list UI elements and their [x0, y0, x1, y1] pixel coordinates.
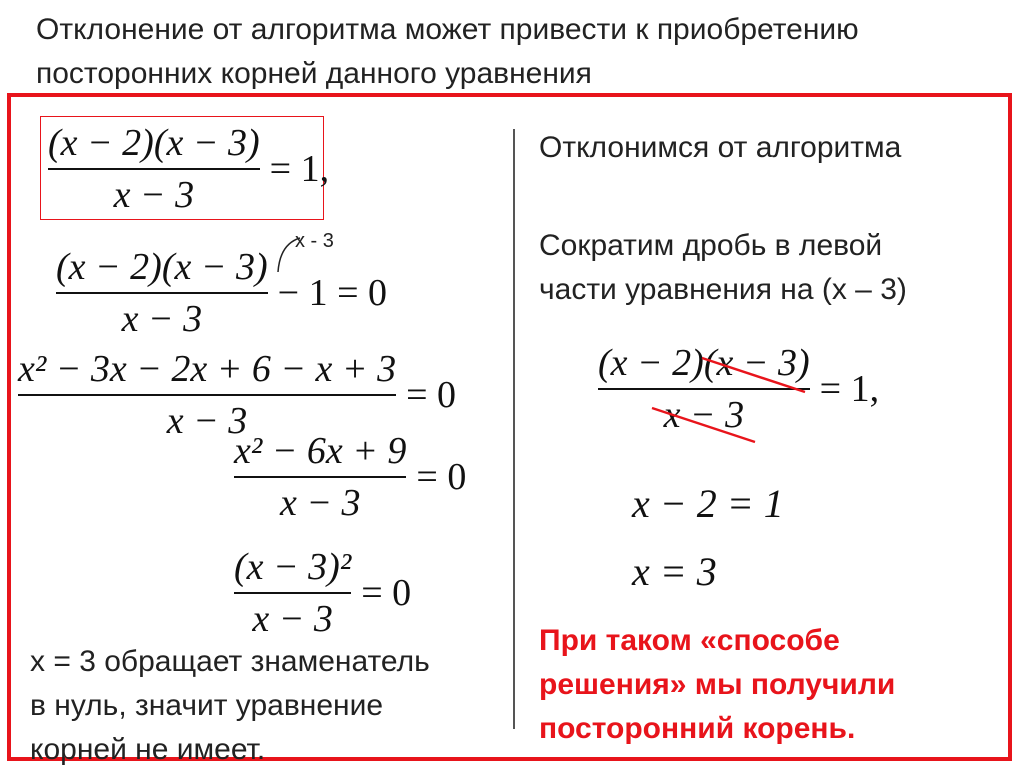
title-line-1: Отклонение от алгоритма может привести к приобретению [36, 13, 859, 46]
column-divider [513, 129, 515, 729]
result-line-3: посторонний корень. [539, 712, 856, 745]
result-line-1: При таком «способе [539, 624, 840, 657]
eq1-numerator: (x − 2)(x − 3) [48, 122, 260, 164]
result-line-2: решения» мы получили [539, 668, 896, 701]
conclusion-line-1: x = 3 обращает знаменатель [30, 645, 430, 678]
eq2-rhs: − 1 = 0 [277, 272, 388, 314]
result-text [539, 619, 999, 751]
equation-8: x = 3 [632, 549, 717, 594]
eq2-fraction-bar [56, 292, 268, 294]
eq6-numerator: (x − 2)(x − 3) [598, 342, 810, 384]
equation-2 [56, 248, 387, 338]
eq4-numerator: x² − 6x + 9 [234, 430, 407, 472]
annotation-label: x - 3 [295, 230, 334, 252]
left-conclusion [30, 640, 500, 772]
eq5-numerator: (x − 3)² [234, 546, 352, 588]
eq4-fraction-bar [234, 476, 406, 478]
slide-title [36, 8, 996, 96]
eq3-rhs: = 0 [406, 374, 457, 416]
cancel-strokes [640, 340, 820, 450]
eq3-denominator: x − 3 [166, 400, 248, 442]
right-instruction [539, 224, 999, 312]
instruction-line-2: части уравнения на (x – 3) [539, 273, 907, 306]
eq4-denominator: x − 3 [279, 482, 361, 524]
equation-5 [234, 548, 411, 638]
eq1-rhs: = 1, [269, 148, 330, 190]
conclusion-line-2: в нуль, значит уравнение [30, 689, 384, 722]
eq1-fraction-bar [48, 168, 260, 170]
eq4-rhs: = 0 [416, 456, 467, 498]
equation-1 [48, 124, 329, 214]
right-heading: Отклонимся от алгоритма [539, 131, 902, 164]
eq2-denominator: x − 3 [121, 298, 203, 340]
eq6-denominator: x − 3 [663, 394, 745, 436]
eq6-rhs: = 1, [819, 368, 880, 410]
equation-7: x − 2 = 1 [632, 481, 784, 526]
eq3-numerator: x² − 3x − 2x + 6 − x + 3 [18, 348, 397, 390]
eq2-numerator: (x − 2)(x − 3) [56, 246, 268, 288]
eq5-rhs: = 0 [361, 572, 412, 614]
instruction-line-1: Сократим дробь в левой [539, 229, 883, 262]
eq1-denominator: x − 3 [113, 174, 195, 216]
conclusion-line-3: корней не имеет. [30, 733, 266, 766]
eq5-fraction-bar [234, 592, 351, 594]
equation-3 [18, 350, 456, 440]
eq3-fraction-bar [18, 394, 396, 396]
eq5-denominator: x − 3 [252, 598, 333, 640]
title-line-2: посторонних корней данного уравнения [36, 57, 592, 90]
equation-4 [234, 432, 466, 522]
